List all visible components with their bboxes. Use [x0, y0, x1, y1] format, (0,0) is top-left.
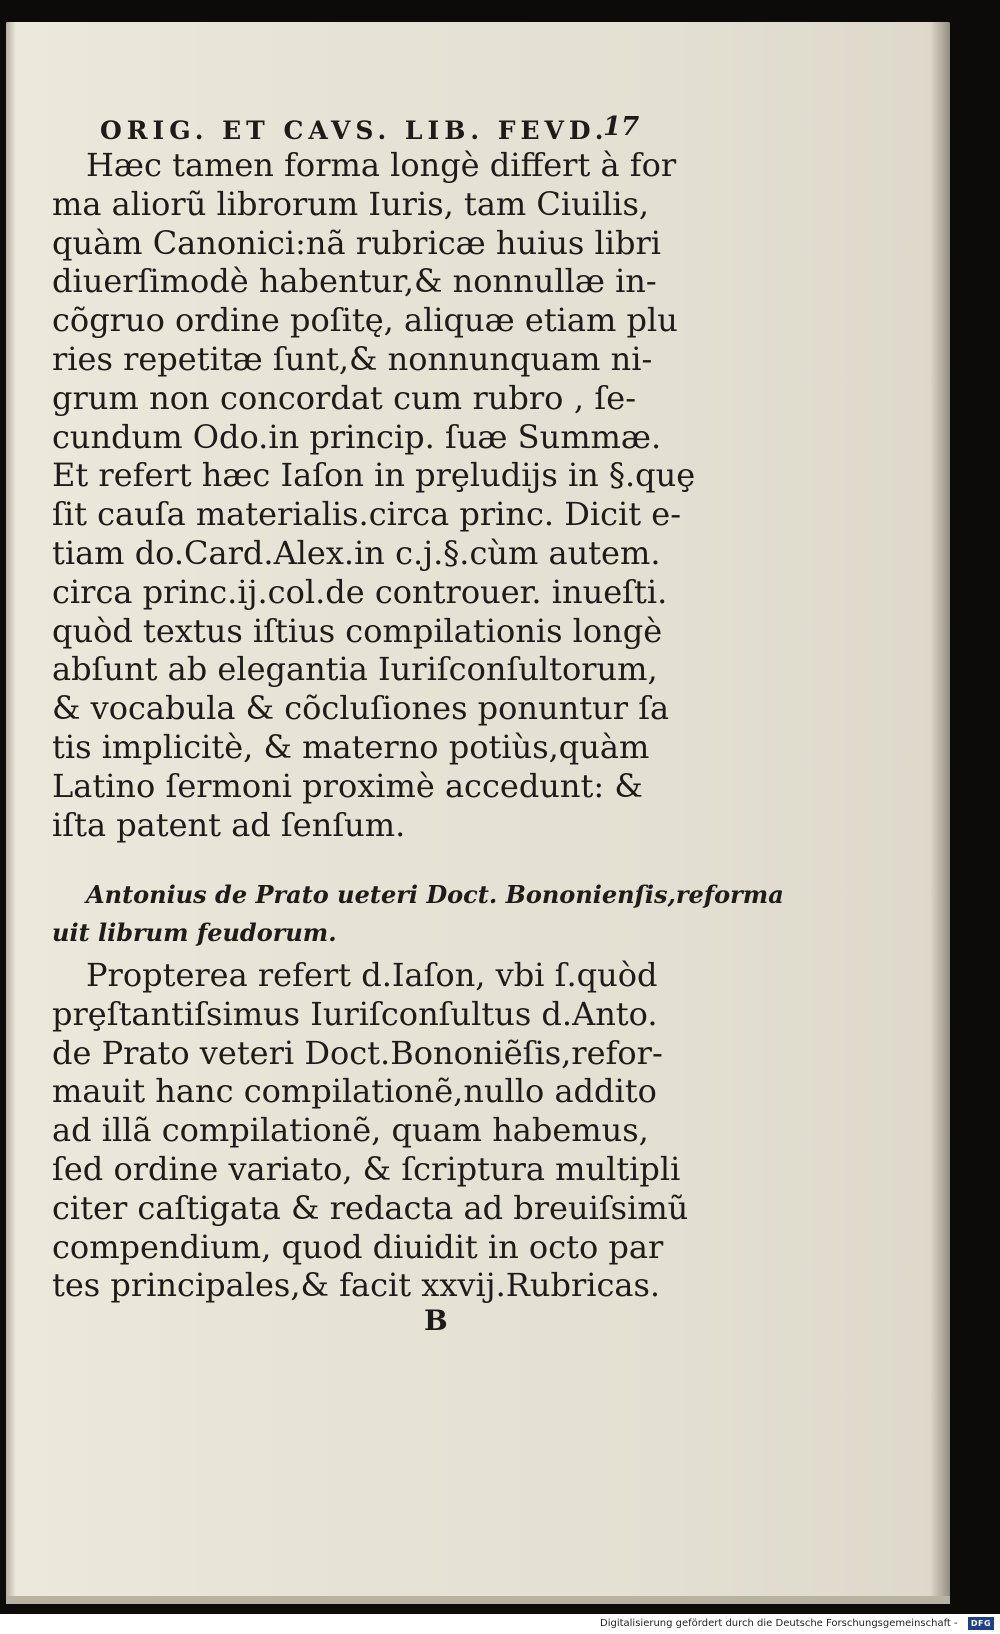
- text-line: ries repetitæ ſunt,& nonnunquam ni-: [52, 339, 653, 378]
- dfg-logo[interactable]: DFG: [968, 1617, 994, 1630]
- text-line: mauit hanc compilationẽ,nullo addito: [52, 1072, 657, 1111]
- text-line: quàm Canonici:nã rubricæ huius libri: [52, 223, 661, 262]
- text-line: ad illã compilationẽ, quam habemus,: [52, 1111, 649, 1150]
- text-line: tiam do.Card.Alex.in c.j.§.cùm autem.: [52, 533, 661, 572]
- paragraph-1: [52, 146, 696, 844]
- side-note-line: uit librum feudorum.: [52, 918, 337, 947]
- paragraph-2: [52, 956, 689, 1305]
- text-line: Et refert hæc Iaſon in prȩludijs in §.quȩ: [52, 456, 696, 495]
- text-line: Hæc tamen forma longè differt à for: [86, 146, 677, 184]
- text-line: tis implicitè, & materno potiùs,quàm: [52, 727, 650, 766]
- text-line: circa princ.ij.col.de controuer. inueſti.: [52, 572, 668, 611]
- text-line: grum non concordat cum rubro , ſe-: [52, 378, 636, 417]
- text-line: abſunt ab elegantia Iuriſconſultorum,: [52, 650, 658, 689]
- page-bottom-edge: [6, 1596, 950, 1604]
- text-line: ſit cauſa materialis.circa princ. Dicit e-: [52, 495, 682, 534]
- text-line: & vocabula & cõcluſiones ponuntur ſa: [52, 689, 670, 728]
- running-title: ORIG. ET CAVS. LIB. FEVD.: [100, 116, 609, 145]
- page-gutter-shadow: [6, 22, 16, 1602]
- page-edge-shadow: [930, 22, 950, 1602]
- side-note-line: Antonius de Prato ueteri Doct. Bononienſis,reforma: [86, 880, 784, 909]
- side-note: [52, 876, 784, 952]
- text-line: de Prato veteri Doct.Bononiẽſis,refor-: [52, 1033, 663, 1072]
- text-line: tes principales,& facit xxvij.Rubricas.: [52, 1266, 661, 1305]
- text-line: ma aliorũ librorum Iuris, tam Ciuilis,: [52, 184, 650, 223]
- text-line: prȩſtantiſsimus Iuriſconſultus d.Anto.: [52, 994, 658, 1033]
- text-line: Latino ſermoni proximè accedunt: &: [52, 766, 643, 805]
- page-number: 17: [603, 112, 640, 142]
- text-line: cundum Odo.in princip. ſuæ Summæ.: [52, 417, 662, 456]
- text-line: citer caſtigata & redacta ad breuiſsimũ: [52, 1188, 689, 1227]
- text-line: iſta patent ad ſenſum.: [52, 805, 406, 844]
- text-line: diuerſimodè habentur,& nonnullæ in-: [52, 262, 657, 301]
- text-line: Propterea refert d.Iaſon, vbi ſ.quòd: [86, 956, 658, 994]
- digitization-credit: Digitalisierung gefördert durch die Deutsche Forschungsgemeinschaft -: [600, 1618, 958, 1629]
- text-line: compendium, quod diuidit in octo par: [52, 1227, 664, 1266]
- signature-mark: B: [424, 1304, 448, 1337]
- text-line: quòd textus iſtius compilationis longè: [52, 611, 663, 650]
- text-line: cõgruo ordine poſitę, aliquæ etiam plu: [52, 301, 678, 340]
- text-line: ſed ordine variato, & ſcriptura multipli: [52, 1149, 681, 1188]
